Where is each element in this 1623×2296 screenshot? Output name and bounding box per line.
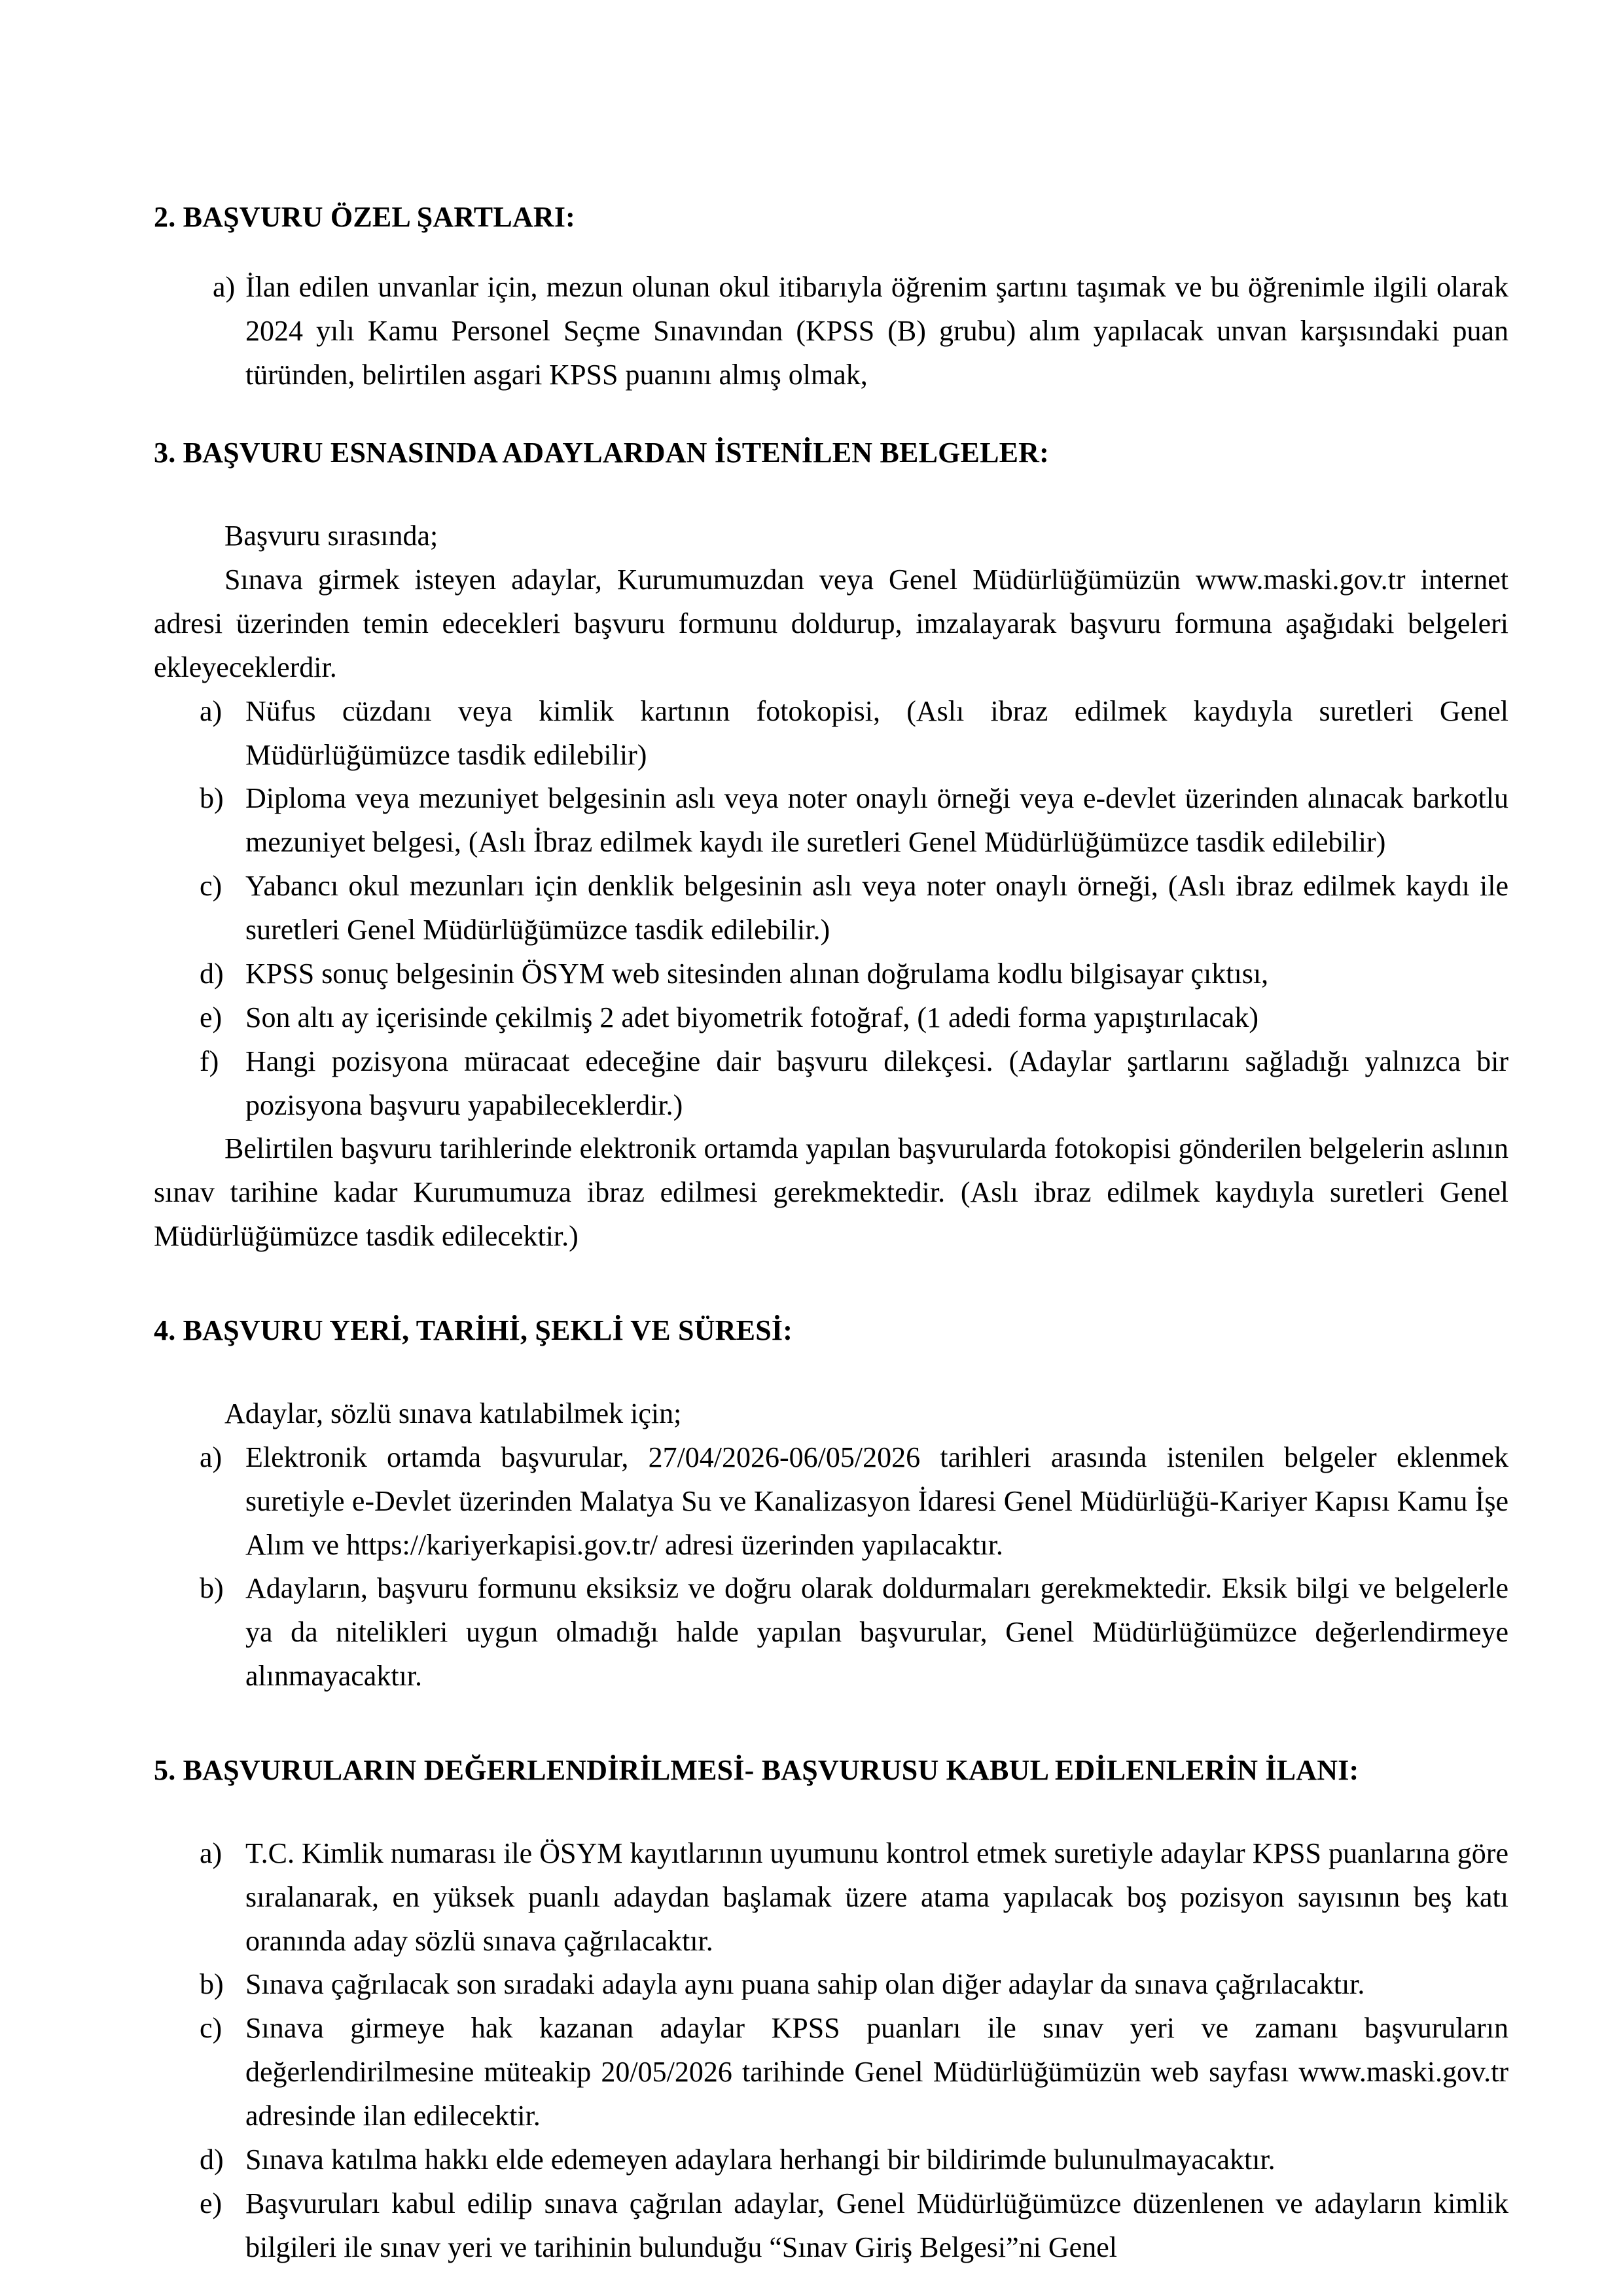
list-marker: b) [200, 782, 224, 815]
list-item [154, 865, 1508, 952]
section-heading-3: 3. BAŞVURU ESNASINDA ADAYLARDAN İSTENİLEN BELGELER: [154, 437, 1050, 469]
section-3-list [154, 690, 1508, 1128]
section-5-list [154, 1832, 1508, 2270]
section-heading-4: 4. BAŞVURU YERİ, TARİHİ, ŞEKLİ VE SÜRESİ: [154, 1314, 793, 1347]
section-heading-2: 2. BAŞVURU ÖZEL ŞARTLARI: [154, 201, 576, 233]
list-item-text: Nüfus cüzdanı veya kimlik kartının fotokopisi, (Aslı ibraz edilmek kaydıyla suretleri Genel Müdürlüğümüzce tasdik edilebilir) [245, 694, 1508, 771]
list-item-text: Elektronik ortamda başvurular, 27/04/2026-06/05/2026 tarihleri arasında istenilen belgeler eklenmek suretiyle e-Devlet üzerinden Malatya Su ve Kanalizasyon İdaresi Genel Müdürlüğü-Kariyer Kapısı Kamu İşe Alım ve https://kariyerkapisi.gov.tr/ adresi üzerinden yapılacaktır. [245, 1441, 1508, 1561]
list-item-text: Son altı ay içerisinde çekilmiş 2 adet biyometrik fotoğraf, (1 adedi forma yapıştırılacak) [245, 1001, 1259, 1033]
list-item-text: T.C. Kimlik numarası ile ÖSYM kayıtlarının uyumunu kontrol etmek suretiyle adaylar KPSS puanlarına göre sıralanarak, en yüksek puanlı adaydan başlamak üzere atama yapılacak boş pozisyon sayısının beş katı oranında aday sözlü sınava çağrılacaktır. [245, 1837, 1508, 1957]
list-item [154, 1436, 1508, 1568]
list-marker: f) [200, 1045, 219, 1077]
list-marker: e) [200, 1001, 223, 1033]
list-item-text: Sınava katılma hakkı elde edemeyen adaylara herhangi bir bildirimde bulunulmayacaktır. [245, 2143, 1275, 2176]
list-item-text: Diploma veya mezuniyet belgesinin aslı veya noter onaylı örneği veya e-devlet üzerinden alınacak barkotlu mezuniyet belgesi, (Aslı İbraz edilmek kaydı ile suretleri Genel Müdürlüğümüzce tasdik edilebilir) [245, 782, 1508, 859]
list-item [154, 1567, 1508, 1698]
list-item [154, 1040, 1508, 1128]
list-item-text: İlan edilen unvanlar için, mezun olunan okul itibarıyla öğrenim şartını taşımak ve bu öğrenimle ilgili olarak 2024 yılı Kamu Personel Seçme Sınavından (KPSS (B) grubu) alım yapılacak unvan karşısındaki puan türünden, belirtilen asgari KPSS puanını almış olmak, [245, 270, 1508, 391]
list-item-text: Hangi pozisyona müracaat edeceğine dair başvuru dilekçesi. (Adaylar şartlarını sağladığı yalnızca bir pozisyona başvuru yapabileceklerdir.) [245, 1045, 1508, 1121]
list-marker: d) [200, 2143, 224, 2176]
list-item-text: Sınava girmeye hak kazanan adaylar KPSS puanları ile sınav yeri ve zamanı başvuruların değerlendirilmesine müteakip 20/05/2026 tarihinde Genel Müdürlüğümüzün web sayfası www.maski.gov.tr adresinde ilan edilecektir. [245, 2012, 1508, 2132]
section-3-intro-line: Başvuru sırasında; [224, 520, 438, 552]
section-3-intro-paragraph: Sınava girmek isteyen adaylar, Kurumumuzdan veya Genel Müdürlüğümüzün www.maski.gov.tr internet adresi üzerinden temin edecekleri başvuru formunu doldurup, imzalayarak başvuru formuna aşağıdaki belgeleri ekleyeceklerdir. [154, 564, 1508, 683]
list-marker: b) [200, 1968, 224, 2001]
section-heading-5: 5. BAŞVURULARIN DEĞERLENDİRİLMESİ- BAŞVURUSU KABUL EDİLENLERİN İLANI: [154, 1754, 1359, 1787]
section-4-intro-line: Adaylar, sözlü sınava katılabilmek için; [224, 1397, 682, 1429]
list-item [154, 266, 1508, 397]
section-3-closing-paragraph: Belirtilen başvuru tarihlerinde elektronik ortamda yapılan başvurularda fotokopisi gönderilen belgelerin aslının sınav tarihine kadar Kurumumuza ibraz edilmesi gerekmektedir. (Aslı ibraz edilmek kaydıyla suretleri Genel Müdürlüğümüzce tasdik edilecektir.) [154, 1132, 1508, 1253]
list-item [154, 1832, 1508, 1964]
list-marker: a) [213, 270, 236, 303]
list-marker: a) [200, 1441, 223, 1473]
list-item-text: Adayların, başvuru formunu eksiksiz ve doğru olarak doldurmaları gerekmektedir. Eksik bilgi ve belgelerle ya da nitelikleri uygun olmadığı halde yapılan başvurular, Genel Müdürlüğümüzce değerlendirmeye alınmayacaktır. [245, 1572, 1508, 1693]
list-item [154, 952, 1508, 996]
list-item [154, 777, 1508, 865]
list-marker: d) [200, 957, 224, 990]
section-4-list [154, 1436, 1508, 1698]
list-item [154, 2138, 1508, 2182]
list-item [154, 2182, 1508, 2270]
list-item [154, 996, 1508, 1040]
list-marker: b) [200, 1572, 224, 1605]
list-marker: a) [200, 1837, 223, 1869]
list-item-text: Başvuruları kabul edilip sınava çağrılan adaylar, Genel Müdürlüğümüzce düzenlenen ve adayların kimlik bilgileri ile sınav yeri ve tarihinin bulunduğu “Sınav Giriş Belgesi”ni Genel [245, 2187, 1508, 2263]
document-body [154, 196, 1508, 2270]
list-marker: e) [200, 2187, 223, 2219]
section-2-list [154, 266, 1508, 397]
list-item-text: Sınava çağrılacak son sıradaki adayla aynı puana sahip olan diğer adaylar da sınava çağrılacaktır. [245, 1968, 1365, 2001]
list-item [154, 690, 1508, 778]
list-item [154, 1963, 1508, 2007]
list-item-text: KPSS sonuç belgesinin ÖSYM web sitesinden alınan doğrulama kodlu bilgisayar çıktısı, [245, 957, 1269, 990]
list-marker: c) [200, 870, 223, 903]
list-marker: c) [200, 2012, 223, 2045]
list-marker: a) [200, 694, 223, 727]
list-item-text: Yabancı okul mezunları için denklik belgesinin aslı veya noter onaylı örneği, (Aslı ibraz edilmek kaydı ile suretleri Genel Müdürlüğümüzce tasdik edilebilir.) [245, 870, 1508, 946]
list-item [154, 2007, 1508, 2138]
